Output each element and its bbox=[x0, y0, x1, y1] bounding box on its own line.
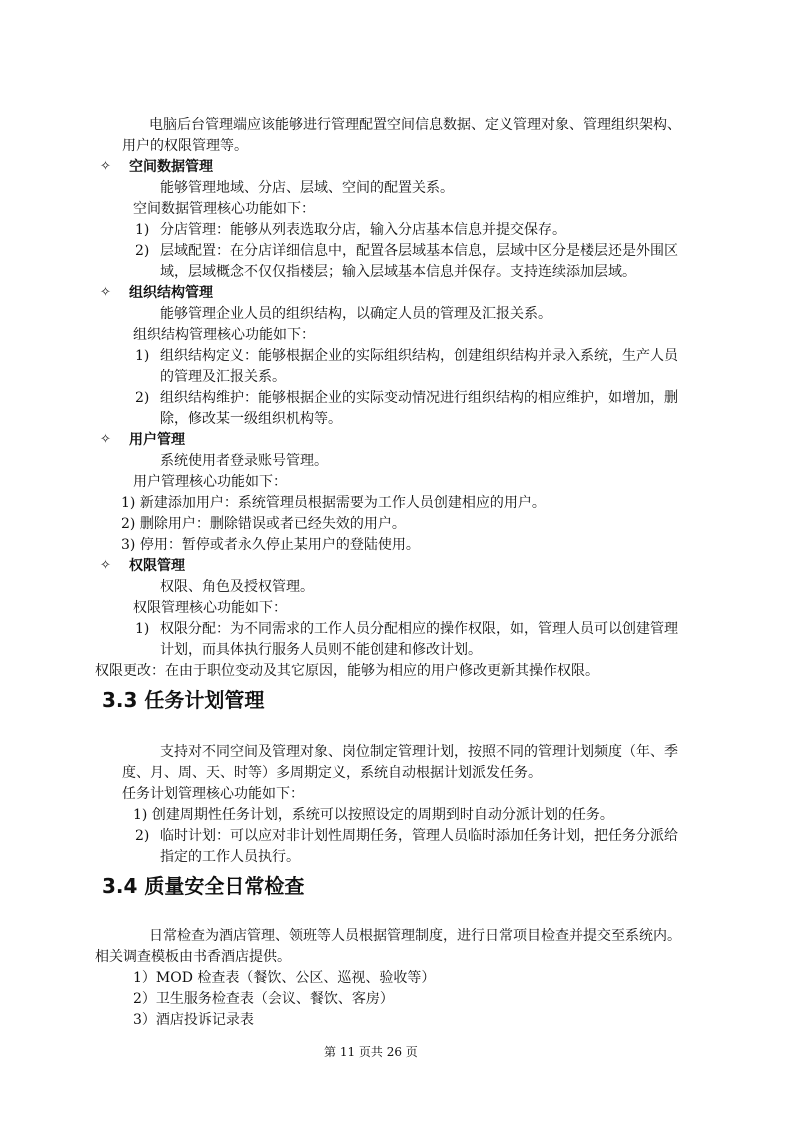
diamond-outline-icon: ✧ bbox=[100, 159, 111, 174]
list-item: 1）MOD 检查表（餐饮、公区、巡视、验收等） bbox=[133, 970, 436, 986]
diamond-outline-icon: ✧ bbox=[100, 432, 111, 447]
section-heading-3-3: 3.3 任务计划管理 bbox=[102, 688, 265, 712]
list-number: 1) bbox=[135, 621, 150, 637]
list-number: 2) bbox=[135, 390, 150, 406]
user-desc: 系统使用者登录账号管理。 bbox=[160, 453, 328, 469]
list-item: 组织结构定义：能够根据企业的实际组织结构，创建组织结构并录入系统，生产人员 bbox=[160, 348, 678, 364]
sec34-para-line-2: 相关调查模板由书香酒店提供。 bbox=[95, 949, 291, 965]
perm-change: 权限更改：在由于职位变动及其它原因，能够为相应的用户修改更新其操作权限。 bbox=[95, 663, 599, 679]
user-core: 用户管理核心功能如下： bbox=[133, 474, 287, 490]
list-item: 1) 创建周期性任务计划，系统可以按照设定的周期到时自动分派计划的任务。 bbox=[133, 807, 614, 823]
sec33-para-line-1: 支持对不同空间及管理对象、岗位制定管理计划，按照不同的管理计划频度（年、季 bbox=[160, 744, 678, 760]
perm-core: 权限管理核心功能如下： bbox=[133, 600, 287, 616]
section-title-user: 用户管理 bbox=[129, 432, 185, 448]
section-title-space: 空间数据管理 bbox=[129, 159, 213, 175]
section-title-org: 组织结构管理 bbox=[129, 285, 213, 301]
list-item-cont: 的管理及汇报关系。 bbox=[160, 369, 286, 385]
list-item-cont: 指定的工作人员执行。 bbox=[160, 849, 300, 865]
list-number: 2) bbox=[135, 243, 150, 259]
section-heading-3-4: 3.4 质量安全日常检查 bbox=[102, 874, 305, 898]
sec33-para-line-2: 度、月、周、天、时等）多周期定义，系统自动根据计划派发任务。 bbox=[122, 765, 542, 781]
intro-line-1: 电脑后台管理端应该能够进行管理配置空间信息数据、定义管理对象、管理组织架构、 bbox=[149, 117, 681, 133]
org-desc: 能够管理企业人员的组织结构，以确定人员的管理及汇报关系。 bbox=[160, 306, 552, 322]
list-item: 3）酒店投诉记录表 bbox=[133, 1012, 254, 1028]
list-number: 2) bbox=[135, 828, 150, 844]
list-item: 权限分配：为不同需求的工作人员分配相应的操作权限，如，管理人员可以创建管理 bbox=[160, 621, 678, 637]
org-core: 组织结构管理核心功能如下： bbox=[133, 327, 315, 343]
diamond-outline-icon: ✧ bbox=[100, 558, 111, 573]
sec33-core: 任务计划管理核心功能如下： bbox=[122, 786, 304, 802]
list-item: 组织结构维护：能够根据企业的实际变动情况进行组织结构的相应维护，如增加，删 bbox=[160, 390, 678, 406]
perm-desc: 权限、角色及授权管理。 bbox=[160, 579, 314, 595]
list-item: 分店管理：能够从列表选取分店，输入分店基本信息并提交保存。 bbox=[160, 222, 566, 238]
list-item: 2）卫生服务检查表（会议、餐饮、客房） bbox=[133, 991, 394, 1007]
diamond-outline-icon: ✧ bbox=[100, 285, 111, 300]
sec34-para-line-1: 日常检查为酒店管理、领班等人员根据管理制度，进行日常项目检查并提交至系统内。 bbox=[149, 928, 681, 944]
page-number: 第 11 页共 26 页 bbox=[324, 1045, 418, 1059]
list-number: 1) bbox=[135, 348, 150, 364]
list-item-cont: 除，修改某一级组织机构等。 bbox=[160, 411, 342, 427]
list-item: 层域配置：在分店详细信息中，配置各层域基本信息，层域中区分是楼层还是外围区 bbox=[160, 243, 678, 259]
section-title-perm: 权限管理 bbox=[129, 558, 185, 574]
list-item-cont: 计划，而具体执行服务人员则不能创建和修改计划。 bbox=[160, 642, 482, 658]
list-item: 1) 新建添加用户：系统管理员根据需要为工作人员创建相应的用户。 bbox=[121, 495, 546, 511]
intro-line-2: 用户的权限管理等。 bbox=[122, 138, 248, 154]
space-core: 空间数据管理核心功能如下： bbox=[133, 201, 315, 217]
list-item: 临时计划：可以应对非计划性周期任务，管理人员临时添加任务计划，把任务分派给 bbox=[160, 828, 678, 844]
list-number: 1) bbox=[135, 222, 150, 238]
space-desc: 能够管理地域、分店、层域、空间的配置关系。 bbox=[160, 180, 454, 196]
list-item-cont: 域，层域概念不仅仅指楼层；输入层域基本信息并保存。支持连续添加层域。 bbox=[160, 264, 636, 280]
list-item: 3) 停用：暂停或者永久停止某用户的登陆使用。 bbox=[121, 537, 420, 553]
list-item: 2) 删除用户：删除错误或者已经失效的用户。 bbox=[121, 516, 406, 532]
